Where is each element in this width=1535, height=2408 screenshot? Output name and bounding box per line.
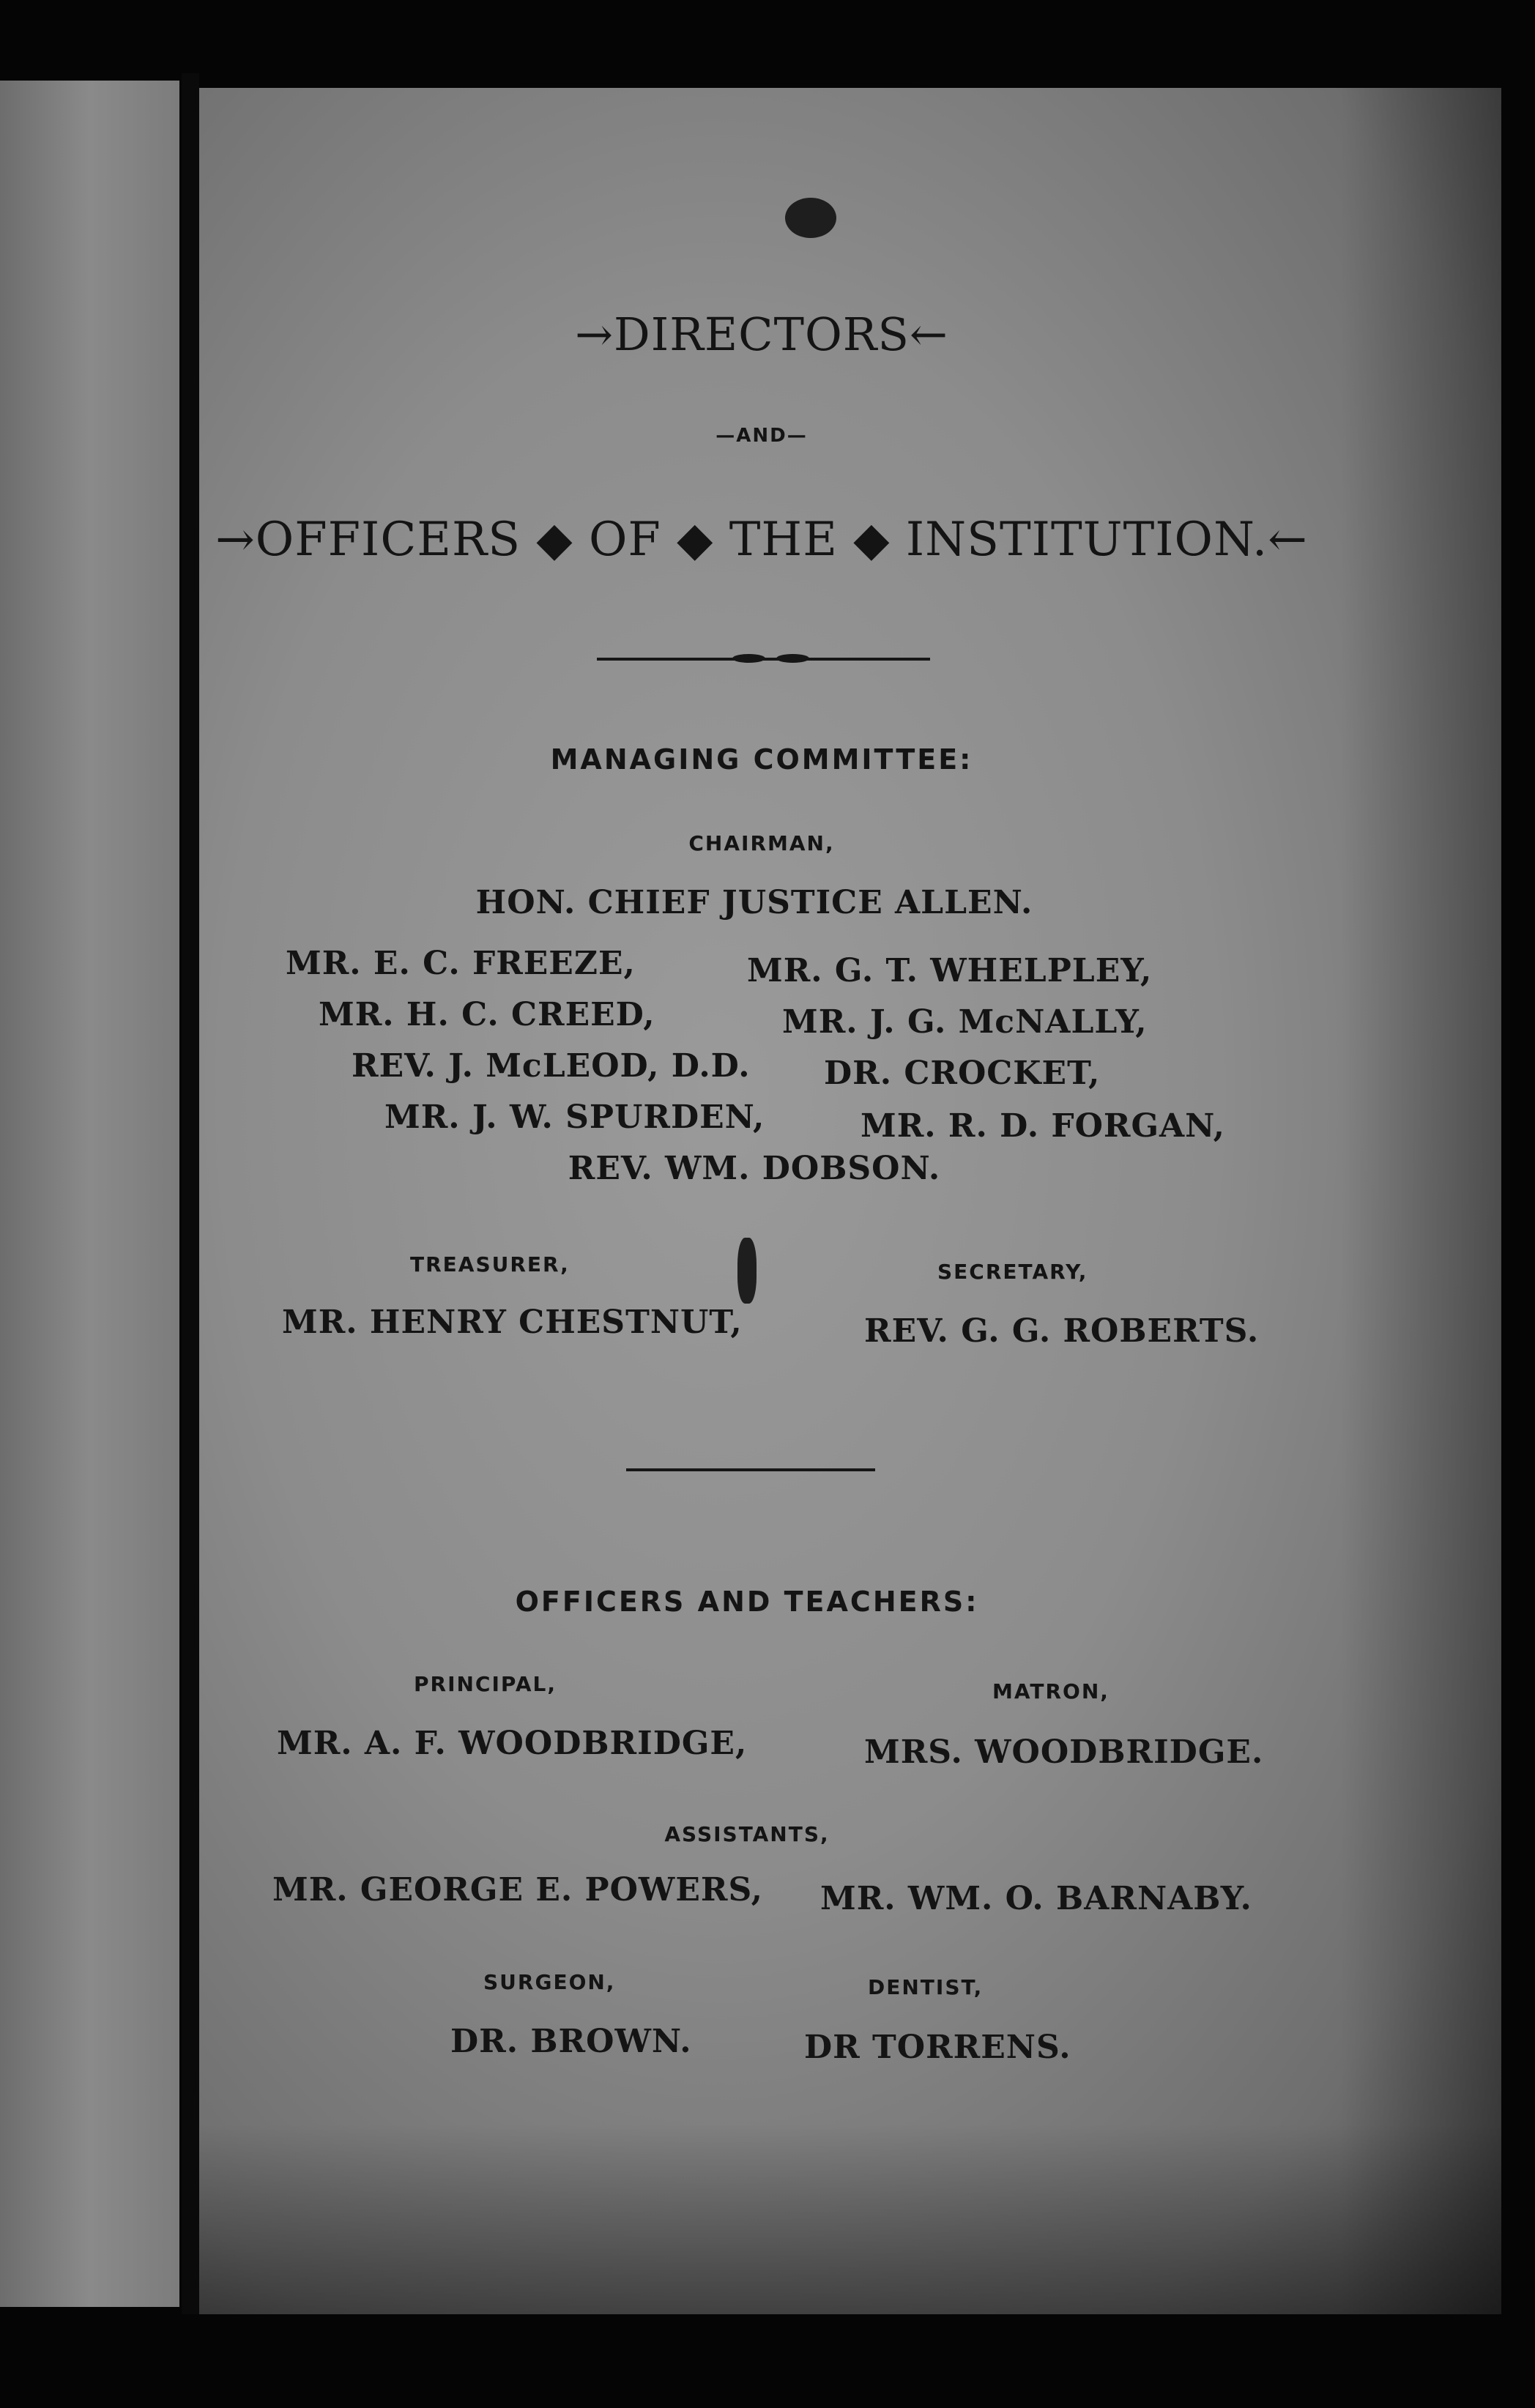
secretary-label: SECRETARY,	[937, 1260, 1088, 1284]
surgeon-name: DR. BROWN.	[450, 2023, 692, 2060]
rule-ornament	[732, 654, 765, 663]
committee-member: REV. J. McLEOD, D.D.	[352, 1047, 751, 1085]
principal-label: PRINCIPAL,	[414, 1672, 557, 1696]
surgeon-label: SURGEON,	[483, 1970, 616, 1994]
committee-member: MR. G. T. WHELPLEY,	[747, 952, 1153, 989]
matron-label: MATRON,	[992, 1679, 1110, 1703]
treasurer-label: TREASURER,	[410, 1252, 570, 1277]
assistant-name: MR. WM. O. BARNABY.	[820, 1880, 1252, 1917]
committee-member: MR. H. C. CREED,	[319, 996, 655, 1033]
title-officers: →OFFICERS ◆ OF ◆ THE ◆ INSTITUTION.←	[215, 513, 1308, 567]
assistants-label: ASSISTANTS,	[664, 1822, 830, 1846]
ink-blot	[737, 1238, 757, 1304]
treasurer-name: MR. HENRY CHESTNUT,	[282, 1304, 743, 1341]
chairman-name: HON. CHIEF JUSTICE ALLEN.	[475, 884, 1033, 921]
committee-member: MR. E. C. FREEZE,	[286, 945, 636, 982]
matron-name: MRS. WOODBRIDGE.	[864, 1733, 1264, 1771]
rule-ornament	[776, 654, 809, 663]
committee-member: MR. R. D. FORGAN,	[861, 1107, 1225, 1145]
dentist-label: DENTIST,	[868, 1975, 984, 1999]
principal-name: MR. A. F. WOODBRIDGE,	[277, 1725, 748, 1762]
committee-member: REV. WM. DOBSON.	[568, 1150, 941, 1187]
dentist-name: DR TORRENS.	[804, 2029, 1071, 2066]
document-page	[199, 88, 1501, 2314]
committee-member: DR. CROCKET,	[824, 1055, 1101, 1092]
committee-member: MR. J. W. SPURDEN,	[384, 1099, 765, 1136]
secretary-name: REV. G. G. ROBERTS.	[864, 1312, 1260, 1350]
page-shadow	[1340, 88, 1501, 2314]
ink-blot	[785, 198, 836, 238]
title-directors: →DIRECTORS←	[575, 308, 948, 361]
title-and: —AND—	[716, 425, 808, 447]
managing-committee-heading: MANAGING COMMITTEE:	[550, 743, 973, 776]
officers-heading: OFFICERS AND TEACHERS:	[515, 1586, 979, 1618]
page-shadow-bottom	[199, 2124, 1501, 2314]
assistant-name: MR. GEORGE E. POWERS,	[272, 1871, 763, 1909]
committee-member: MR. J. G. McNALLY,	[782, 1003, 1148, 1041]
facing-page-edge	[0, 81, 179, 2307]
book-gutter	[182, 73, 199, 2314]
section-divider	[626, 1468, 875, 1471]
chairman-label: CHAIRMAN,	[688, 831, 835, 855]
